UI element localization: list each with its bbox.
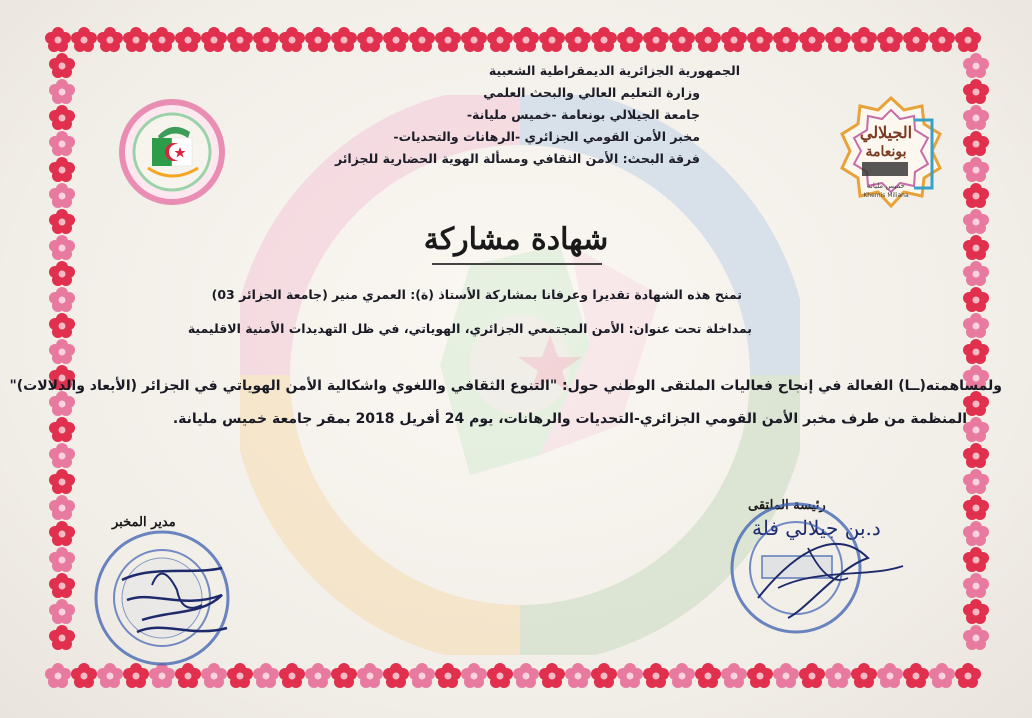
logo-right-small-text: خميس مليانة <box>867 182 905 190</box>
border-flower <box>513 27 539 52</box>
border-flower <box>49 521 75 546</box>
border-flower <box>487 663 513 688</box>
border-flower <box>49 261 75 286</box>
border-flower <box>851 27 877 52</box>
border-flower <box>617 663 643 688</box>
border-flower <box>461 27 487 52</box>
border-flower <box>513 663 539 688</box>
header-ministry: وزارة التعليم العالي والبحث العلمي <box>483 85 700 100</box>
border-flower <box>227 27 253 52</box>
header-team: فرقة البحث: الأمن الثقافي ومسألة الهوية الحضارية للجزائر <box>334 151 700 166</box>
border-flower <box>963 521 989 546</box>
border-flower <box>591 27 617 52</box>
border-flower <box>591 663 617 688</box>
border-flower <box>963 625 989 650</box>
lab-stamp <box>82 520 252 670</box>
border-flower <box>49 157 75 182</box>
border-flower <box>97 27 123 52</box>
conference-chair-label: رئيسة الملتقى <box>748 498 826 513</box>
border-flower <box>409 27 435 52</box>
header-country: الجمهورية الجزائرية الديمقراطية الشعبية <box>488 63 740 78</box>
border-flower <box>49 53 75 78</box>
body-line-1: تمنح هذه الشهادة تقديرا وعرفانا بمشاركة الأستاذ (ة): العمري منير (جامعة الجزائر 03) <box>211 287 742 302</box>
border-flower <box>799 27 825 52</box>
border-flower <box>49 79 75 104</box>
border-flower <box>279 27 305 52</box>
border-flower <box>49 417 75 442</box>
border-flower <box>45 663 71 688</box>
border-flower <box>279 663 305 688</box>
border-flower <box>49 573 75 598</box>
border-flower <box>49 599 75 624</box>
body-line-2: بمداخلة تحت عنوان: الأمن المجتمعي الجزائري، الهوياتي، في ظل التهديدات الأمنية الاقليمية <box>187 321 752 336</box>
border-flower <box>49 625 75 650</box>
border-flower <box>305 27 331 52</box>
border-flower <box>71 27 97 52</box>
border-flower <box>773 663 799 688</box>
border-flower <box>643 663 669 688</box>
header-block <box>300 60 740 170</box>
border-flower <box>357 27 383 52</box>
border-flower <box>461 663 487 688</box>
certificate-title: شهادة مشاركة <box>423 222 609 257</box>
border-flower <box>773 27 799 52</box>
border-flower <box>929 663 955 688</box>
border-flower <box>487 27 513 52</box>
border-flower <box>409 663 435 688</box>
border-flower <box>49 105 75 130</box>
body-line-3: ولمساهمته(ــا) الفعالة في إنجاح فعاليات الملتقى الوطني حول: "التنوع الثقافي واللغوي واشكالية الأمن الهوياتي في الجزائر (الأبعاد والدلالات)" <box>9 378 1002 394</box>
border-flower <box>331 663 357 688</box>
border-flower <box>49 131 75 156</box>
border-flower <box>963 469 989 494</box>
border-flower <box>825 27 851 52</box>
border-flower <box>305 663 331 688</box>
border-flower <box>825 663 851 688</box>
border-flower <box>695 663 721 688</box>
lab-director-label: مدير المخبر <box>112 515 176 530</box>
border-flower <box>963 443 989 468</box>
border-flower <box>383 663 409 688</box>
border-flower <box>539 663 565 688</box>
border-flower <box>49 183 75 208</box>
border-flower <box>963 79 989 104</box>
border-flower <box>799 663 825 688</box>
border-flower <box>253 27 279 52</box>
border-flower <box>49 339 75 364</box>
border-flower <box>963 495 989 520</box>
border-flower <box>929 27 955 52</box>
border-flower <box>253 663 279 688</box>
border-flower <box>963 157 989 182</box>
border-flower <box>45 27 71 52</box>
border-flower <box>49 287 75 312</box>
border-flower <box>123 27 149 52</box>
border-flower <box>903 663 929 688</box>
border-flower <box>539 27 565 52</box>
border-flower <box>669 663 695 688</box>
border-flower <box>565 27 591 52</box>
border-flower <box>49 313 75 338</box>
body-line-4: المنظمة من طرف مخبر الأمن القومي الجزائري-التحديات والرهانات، يوم 24 أفريل 2018 بمقر جامعة خميس مليانة. <box>172 411 967 427</box>
border-flower <box>617 27 643 52</box>
header-lab: مخبر الأمن القومي الجزائري -الرهانات والتحديات- <box>393 129 700 144</box>
border-flower <box>877 663 903 688</box>
border-flower <box>747 663 773 688</box>
border-flower <box>49 443 75 468</box>
border-flower <box>963 573 989 598</box>
border-flower <box>963 339 989 364</box>
border-flower <box>149 27 175 52</box>
border-flower <box>963 547 989 572</box>
border-flower <box>721 27 747 52</box>
border-flower <box>963 599 989 624</box>
algeria-emblem-logo <box>118 98 226 206</box>
border-flower <box>721 663 747 688</box>
border-flower <box>963 313 989 338</box>
border-flower <box>955 27 981 52</box>
border-flower <box>435 27 461 52</box>
border-flower <box>963 131 989 156</box>
border-flower <box>955 663 981 688</box>
border-flower <box>357 663 383 688</box>
border-flower <box>175 27 201 52</box>
border-flower <box>851 663 877 688</box>
border-flower <box>49 469 75 494</box>
border-flower <box>903 27 929 52</box>
border-flower <box>383 27 409 52</box>
border-flower <box>331 27 357 52</box>
border-flower <box>963 183 989 208</box>
border-flower <box>565 663 591 688</box>
conference-chair-name: د.بن جيلالي فلة <box>752 516 881 540</box>
border-flower <box>49 547 75 572</box>
border-flower <box>963 287 989 312</box>
border-flower <box>201 27 227 52</box>
logo-right-latin-text: Khemis Miliana <box>863 192 909 199</box>
border-flower <box>435 663 461 688</box>
border-flower <box>747 27 773 52</box>
conference-stamp <box>718 488 908 638</box>
border-flower <box>695 27 721 52</box>
border-flower <box>643 27 669 52</box>
border-flower <box>963 261 989 286</box>
border-flower <box>669 27 695 52</box>
border-flower <box>877 27 903 52</box>
logo-right-top-text: الجيلالي <box>859 123 913 142</box>
title-underline <box>432 263 602 265</box>
border-flower <box>49 391 75 416</box>
border-flower <box>963 105 989 130</box>
header-university: جامعة الجيلالي بونعامة -خميس مليانة- <box>466 107 700 122</box>
border-flower <box>963 53 989 78</box>
logo-right-mid-text: بونعامة <box>865 144 907 160</box>
border-flower <box>49 495 75 520</box>
university-logo <box>836 96 946 211</box>
